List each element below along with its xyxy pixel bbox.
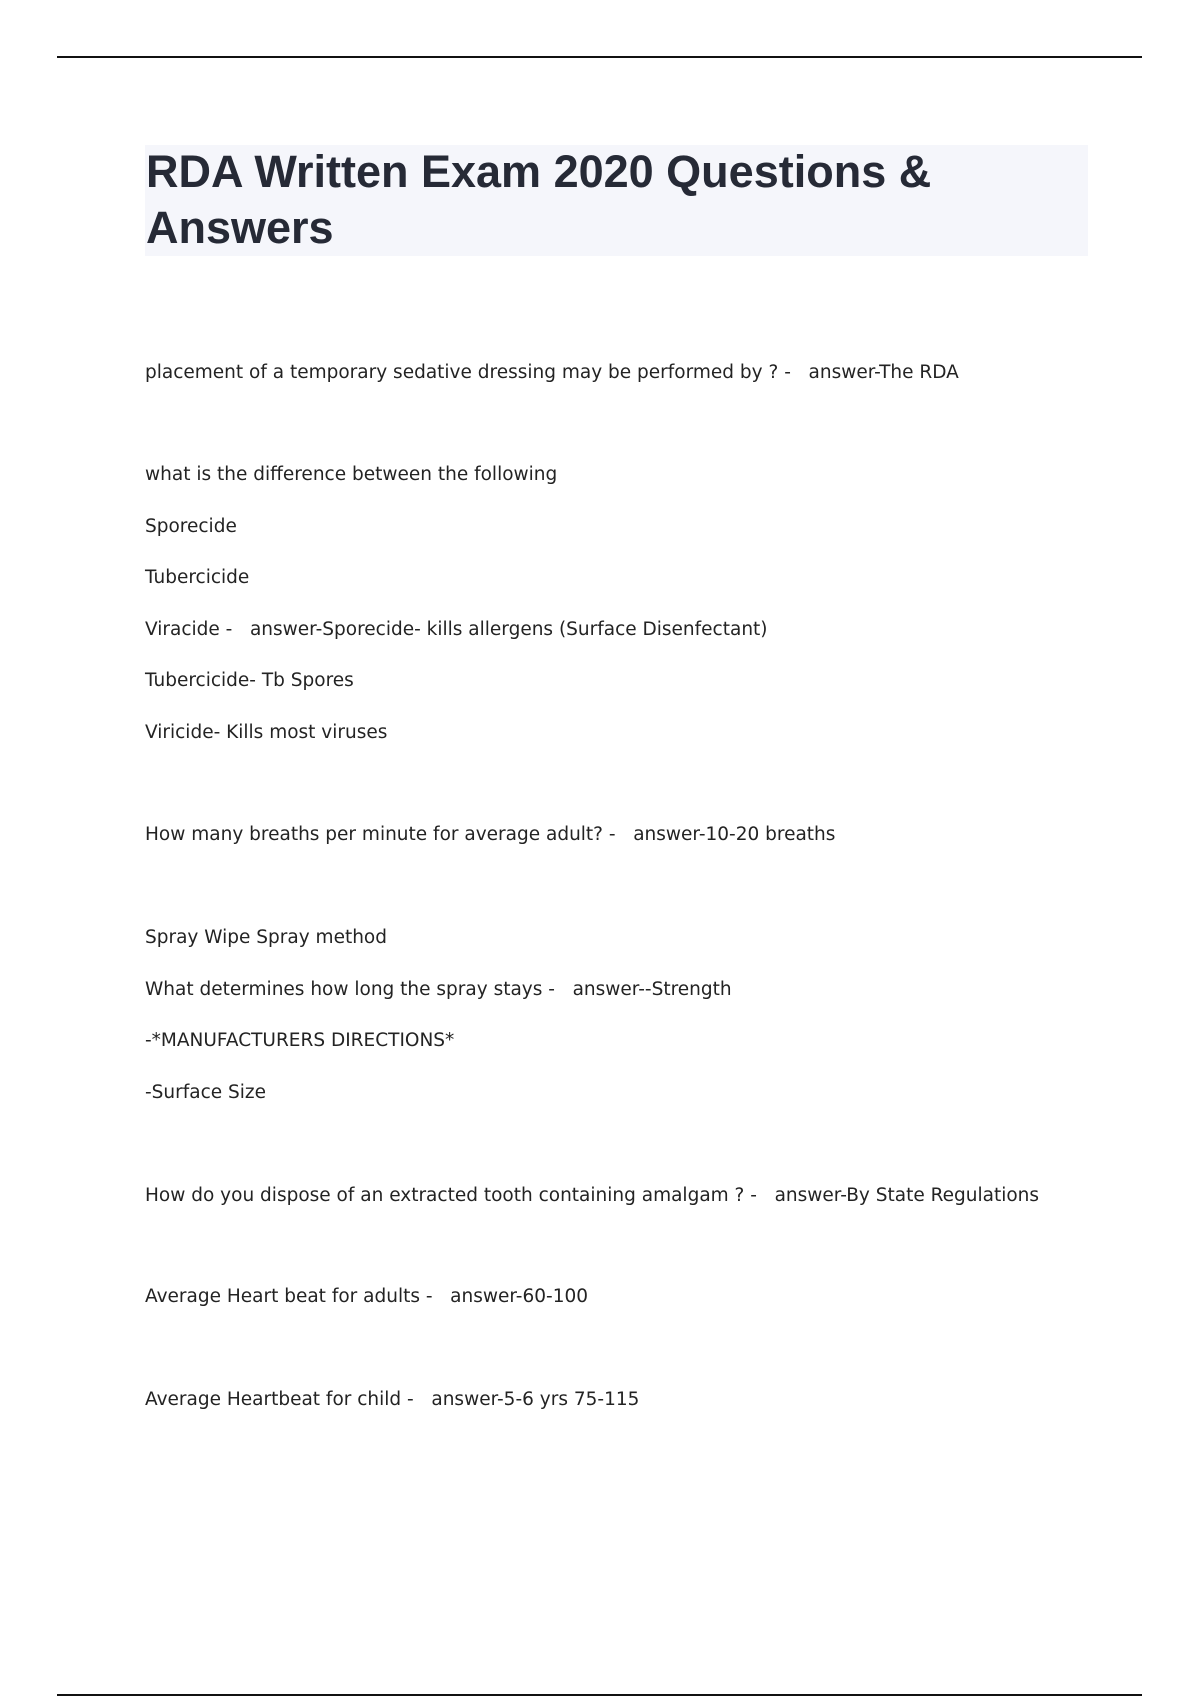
bottom-rule xyxy=(57,1694,1142,1696)
top-rule xyxy=(57,56,1142,58)
qa-line-heartbeat-adults: Average Heart beat for adults - answer-60-100 xyxy=(145,1286,589,1307)
qa-line-manufacturers: -*MANUFACTURERS DIRECTIONS* xyxy=(145,1030,455,1051)
qa-line-sedative-dressing: placement of a temporary sedative dressing may be performed by ? - answer-The RDA xyxy=(145,362,959,383)
qa-line-sporecide: Sporecide xyxy=(145,516,237,537)
qa-line-viricide-answer: Viricide- Kills most viruses xyxy=(145,722,388,743)
qa-line-heartbeat-child: Average Heartbeat for child - answer-5-6 yrs 75-115 xyxy=(145,1389,640,1410)
qa-line-spray-method: Spray Wipe Spray method xyxy=(145,927,387,948)
qa-line-breaths: How many breaths per minute for average adult? - answer-10-20 breaths xyxy=(145,824,836,845)
document-title: RDA Written Exam 2020 Questions & Answers xyxy=(146,146,932,253)
qa-line-tubercicide-answer: Tubercicide- Tb Spores xyxy=(145,670,354,691)
qa-line-surface-size: -Surface Size xyxy=(145,1082,267,1103)
qa-line-spray-duration: What determines how long the spray stays - answer--Strength xyxy=(145,979,732,1000)
qa-line-tubercicide: Tubercicide xyxy=(145,567,250,588)
qa-line-amalgam: How do you dispose of an extracted tooth containing amalgam ? - answer-By State Regulations xyxy=(145,1185,1040,1206)
qa-line-difference-question: what is the difference between the following xyxy=(145,464,558,485)
qa-line-viracide-answer: Viracide - answer-Sporecide- kills allergens (Surface Disenfectant) xyxy=(145,619,768,640)
